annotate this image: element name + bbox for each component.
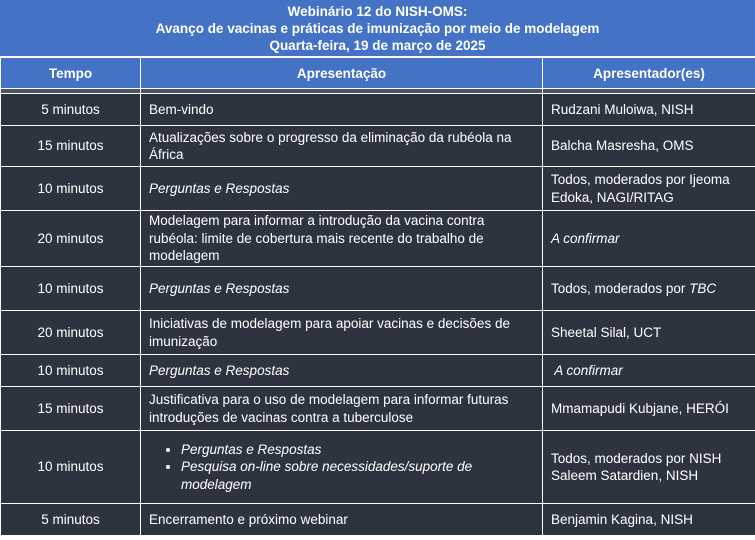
presenter-cell: Mmamapudi Kubjane, HERÓI: [543, 387, 755, 431]
time-cell: 20 minutos: [1, 211, 141, 267]
table-row: [1, 355, 755, 387]
presentation-cell: Encerramento e próximo webinar: [141, 504, 543, 536]
presentation-cell: Atualizações sobre o progresso da eliminação da rubéola na África: [141, 126, 543, 167]
table-row: [1, 504, 755, 536]
webinar-date: Quarta-feira, 19 de março de 2025: [269, 37, 486, 53]
table-row: [1, 126, 755, 167]
presentation-cell: Justificativa para o uso de modelagem para informar futuras introduções de vacinas contra a tuberculose: [141, 387, 543, 431]
column-header-time: Tempo: [1, 58, 141, 89]
webinar-subtitle: Avanço de vacinas e práticas de imunização por meio de modelagem: [155, 20, 600, 36]
time-cell: 10 minutos: [1, 355, 141, 387]
bullet-item: • Pesquisa on-line sobre necessidades/suporte de modelagem: [181, 458, 534, 493]
time-cell: 10 minutos: [1, 431, 141, 504]
table-row: [1, 431, 755, 504]
column-header-presenters: Apresentador(es): [543, 58, 755, 89]
column-header-presentation: Apresentação: [141, 58, 543, 89]
table-row: [1, 94, 755, 126]
table-row: [1, 167, 755, 211]
time-cell: 10 minutos: [1, 267, 141, 311]
header-row: [1, 58, 755, 89]
time-cell: 10 minutos: [1, 167, 141, 211]
webinar-title: Webinário 12 do NISH-OMS:: [287, 3, 468, 19]
presentation-cell: [141, 431, 543, 504]
table-row: [1, 311, 755, 355]
time-cell: 5 minutos: [1, 94, 141, 126]
time-cell: 5 minutos: [1, 504, 141, 536]
agenda-table: [0, 57, 755, 536]
presenter-cell: [543, 267, 755, 311]
presenter-prefix: Todos, moderados por: [551, 280, 690, 296]
presenter-cell: Rudzani Muloiwa, NISH: [543, 94, 755, 126]
presentation-cell: Iniciativas de modelagem para apoiar vacinas e decisões de imunização: [141, 311, 543, 355]
bullet-list: [149, 441, 534, 494]
presenter-tbc: TBC: [689, 280, 717, 296]
presenter-cell: Benjamin Kagina, NISH: [543, 504, 755, 536]
table-row: [1, 211, 755, 267]
agenda-title-banner: [0, 0, 755, 56]
presentation-cell: Modelagem para informar a introdução da vacina contra rubéola: limite de cobertura mais recente do trabalho de modelagem: [141, 211, 543, 267]
presentation-cell: Bem-vindo: [141, 94, 543, 126]
presenter-cell: A confirmar: [543, 355, 755, 387]
presenter-cell: Todos, moderados por Ijeoma Edoka, NAGI/RITAG: [543, 167, 755, 211]
table-row: [1, 267, 755, 311]
table-row: [1, 387, 755, 431]
time-cell: 15 minutos: [1, 387, 141, 431]
time-cell: 20 minutos: [1, 311, 141, 355]
presentation-cell: Perguntas e Respostas: [141, 167, 543, 211]
presenter-cell: A confirmar: [543, 211, 755, 267]
bullet-item: • Perguntas e Respostas: [181, 441, 534, 459]
presentation-cell: Perguntas e Respostas: [141, 267, 543, 311]
presenter-cell: Todos, moderados por NISH Saleem Satardien, NISH: [543, 431, 755, 504]
presenter-cell: Balcha Masresha, OMS: [543, 126, 755, 167]
time-cell: 15 minutos: [1, 126, 141, 167]
presentation-cell: Perguntas e Respostas: [141, 355, 543, 387]
presenter-cell: Sheetal Silal, UCT: [543, 311, 755, 355]
